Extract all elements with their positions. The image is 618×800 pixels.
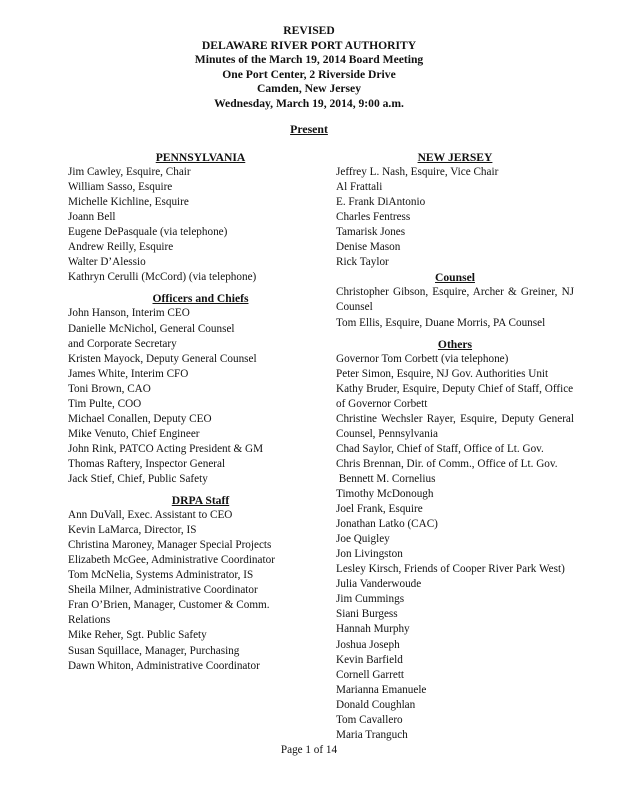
list-item: Tom McNelia, Systems Administrator, IS <box>68 569 254 582</box>
officers-heading: Officers and Chiefs <box>152 292 249 306</box>
list-item: Rick Taylor <box>336 256 389 269</box>
drpa-staff-heading: DRPA Staff <box>171 494 230 508</box>
document-header <box>0 24 618 112</box>
list-item: Siani Burgess <box>336 608 398 621</box>
list-item: William Sasso, Esquire <box>68 181 173 194</box>
list-item: Tamarisk Jones <box>336 226 406 239</box>
list-item: Eugene DePasquale (via telephone) <box>68 226 228 239</box>
list-item: Governor Tom Corbett (via telephone) <box>336 352 509 365</box>
list-item: Bennett M. Cornelius <box>336 472 436 485</box>
list-item: Tom Cavallero <box>336 713 403 726</box>
list-item: Thomas Raftery, Inspector General <box>68 457 226 470</box>
present-heading: Present <box>290 122 328 136</box>
list-item: Kathy Bruder, Esquire, Deputy Chief of Staff, Office of Governor Corbett <box>336 382 576 410</box>
list-item: E. Frank DiAntonio <box>336 196 426 209</box>
right-column <box>336 150 577 743</box>
list-item: Jeffrey L. Nash, Esquire, Vice Chair <box>336 166 499 179</box>
new-jersey-heading: NEW JERSEY <box>417 151 493 164</box>
left-column <box>68 150 333 674</box>
header-line: DELAWARE RIVER PORT AUTHORITY <box>201 38 417 52</box>
list-item: Kevin LaMarca, Director, IS <box>68 524 197 537</box>
list-item: Christina Maroney, Manager Special Projects <box>68 539 272 552</box>
header-line: Minutes of the March 19, 2014 Board Meeting <box>194 53 424 67</box>
list-item: Chad Saylor, Chief of Staff, Office of Lt. Gov. <box>336 442 544 455</box>
list-item: Kevin Barfield <box>336 653 403 666</box>
list-item: Danielle McNichol, General Counsel and Corporate Secretary <box>68 322 235 350</box>
list-item: Toni Brown, CAO <box>68 382 151 395</box>
list-item: Ann DuVall, Exec. Assistant to CEO <box>68 509 233 522</box>
list-item: Timothy McDonough <box>336 488 434 501</box>
list-item: Lesley Kirsch, Friends of Cooper River Park West) <box>336 563 565 576</box>
list-item: Tim Pulte, COO <box>68 397 142 410</box>
list-item: Jim Cawley, Esquire, Chair <box>68 166 191 179</box>
list-item: Susan Squillace, Manager, Purchasing <box>68 644 240 657</box>
list-item: Kristen Mayock, Deputy General Counsel <box>68 352 257 365</box>
list-item: James White, Interim CFO <box>68 367 189 380</box>
list-item: Al Frattali <box>336 181 383 194</box>
list-item: Joe Quigley <box>336 533 390 546</box>
list-item: Dawn Whiton, Administrative Coordinator <box>68 659 260 672</box>
page-number: Page 1 of 14 <box>280 744 338 756</box>
list-item: Mike Reher, Sgt. Public Safety <box>68 629 207 642</box>
header-line: Wednesday, March 19, 2014, 9:00 a.m. <box>214 96 404 110</box>
list-item: Kathryn Cerulli (McCord) (via telephone) <box>68 271 257 284</box>
list-item: John Hanson, Interim CEO <box>68 307 190 320</box>
counsel-heading: Counsel <box>435 271 475 285</box>
header-line: Camden, New Jersey <box>257 82 361 96</box>
list-item: Cornell Garrett <box>336 668 405 681</box>
list-item: Joann Bell <box>68 211 116 224</box>
list-item: Sheila Milner, Administrative Coordinator <box>68 584 258 597</box>
list-item: Christopher Gibson, Esquire, Archer & Greiner, NJ Counsel <box>336 286 577 314</box>
list-item: Elizabeth McGee, Administrative Coordinator <box>68 554 275 567</box>
list-item: Joshua Joseph <box>336 638 400 651</box>
header-line: REVISED <box>283 24 335 37</box>
list-item: Maria Tranguch <box>336 728 408 741</box>
list-item: Hannah Murphy <box>336 623 410 636</box>
pennsylvania-heading: PENNSYLVANIA <box>155 151 246 164</box>
list-item: Michelle Kichline, Esquire <box>68 196 189 209</box>
list-item: Michael Conallen, Deputy CEO <box>68 412 212 425</box>
list-item: Christine Wechsler Rayer, Esquire, Deputy General Counsel, Pennsylvania <box>336 412 577 440</box>
list-item: Jack Stief, Chief, Public Safety <box>68 472 208 485</box>
list-item: Jonathan Latko (CAC) <box>336 518 438 531</box>
others-heading: Others <box>437 337 473 351</box>
list-item: Jon Livingston <box>336 548 403 561</box>
list-item: Tom Ellis, Esquire, Duane Morris, PA Counsel <box>336 316 546 329</box>
list-item: Walter D’Alessio <box>68 256 146 269</box>
header-line: One Port Center, 2 Riverside Drive <box>222 67 396 81</box>
list-item: Jim Cummings <box>336 593 405 606</box>
list-item: Denise Mason <box>336 241 401 254</box>
list-item: Andrew Reilly, Esquire <box>68 241 174 254</box>
list-item: Peter Simon, Esquire, NJ Gov. Authorities Unit <box>336 367 549 380</box>
list-item: Chris Brennan, Dir. of Comm., Office of Lt. Gov. <box>336 457 558 470</box>
list-item: Joel Frank, Esquire <box>336 503 423 516</box>
list-item: Fran O’Brien, Manager, Customer & Comm. Relations <box>68 599 270 627</box>
list-item: Donald Coughlan <box>336 698 416 711</box>
list-item: Marianna Emanuele <box>336 683 427 696</box>
list-item: Mike Venuto, Chief Engineer <box>68 427 200 440</box>
list-item: Julia Vanderwoude <box>336 578 422 591</box>
list-item: John Rink, PATCO Acting President & GM <box>68 442 264 455</box>
list-item: Charles Fentress <box>336 211 411 224</box>
